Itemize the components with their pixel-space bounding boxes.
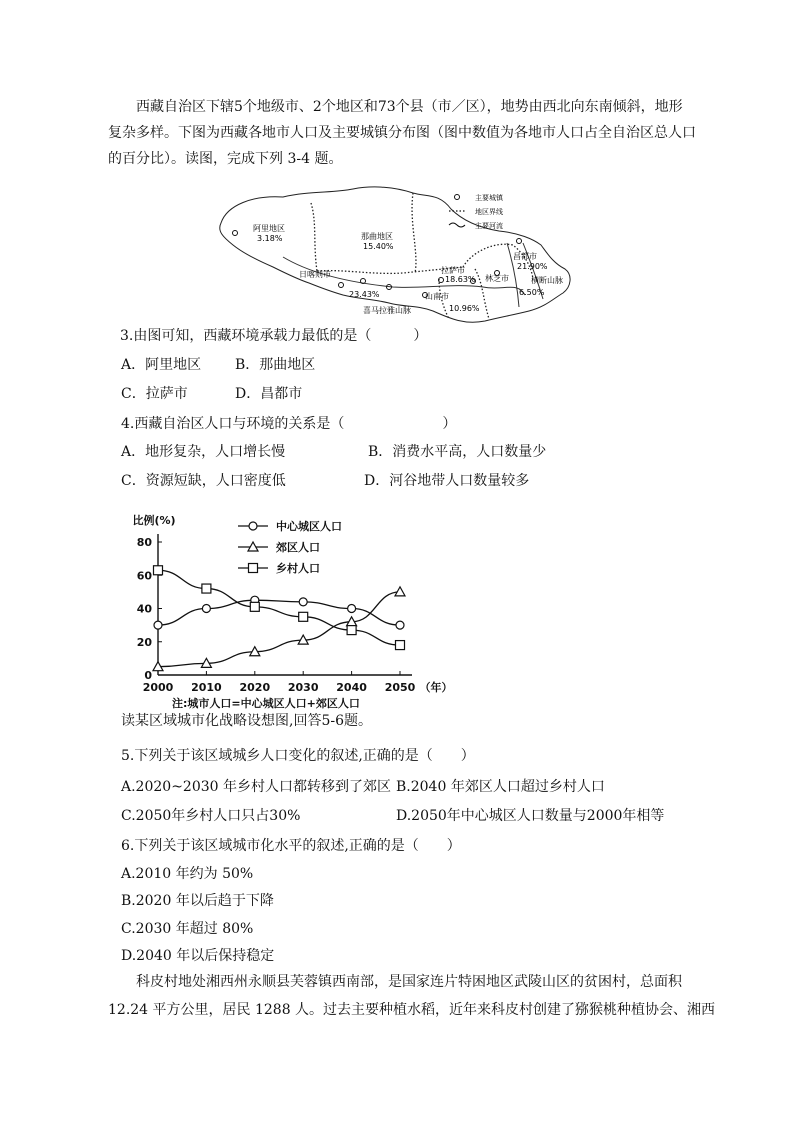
q6-option-a: A.2010 年约为 50% [121,866,254,882]
legend-label-0: 中心城区人口 [276,520,342,533]
region-lasa-name: 拉萨市 [441,266,465,275]
x-tick-label: 2050 [384,681,416,694]
y-tick-label: 0 [144,669,152,682]
region-shannan-pct: 10.96% [449,304,480,313]
final-para-line-1: 科皮村地处湘西州永顺县芙蓉镇西南部，是国家连片特困地区武陵山区的贫困村，总面积 [136,974,682,990]
y-tick-label: 80 [136,536,152,549]
q4-stem: 4.西藏自治区人口与环境的关系是（ ） [121,416,457,432]
legend-label-1: 郊区人口 [276,541,320,554]
q4-option-b: B．消费水平高，人口数量少 [368,444,547,460]
series-0-point-3 [299,598,307,606]
region-changdu-pct: 21.90% [517,262,548,271]
final-para-line-2: 12.24 平方公里，居民 1288 人。过去主要种植水稻，近年来科皮村创建了猕猴桃种植协会、湘西 [108,1002,716,1018]
q6-stem: 6.下列关于该区域城市化水平的叙述,正确的是（ ） [121,838,461,854]
region-naqu-name: 那曲地区 [361,232,393,241]
y-axis-label: 比例(%) [132,514,176,527]
x-tick-label: 2000 [142,681,174,694]
series-line-2 [158,570,400,645]
series-2-point-3 [299,612,308,621]
legend-border-label: 地区界线 [475,208,503,216]
region-lasa-pct: 18.63% [445,275,476,284]
q5-stem: 5.下列关于该区域城乡人口变化的叙述,正确的是（ ） [121,748,475,764]
series-0-point-0 [154,621,162,629]
x-tick-label: 2010 [191,681,222,694]
q4-option-c: C．资源短缺，人口密度低 [121,473,286,489]
q3-option-b: B．那曲地区 [235,357,316,373]
region-ali-name: 阿里地区 [253,224,285,233]
q6-option-b: B.2020 年以后趋于下降 [121,893,274,909]
q5-option-a: A.2020~2030 年乡村人口都转移到了郊区 [121,779,391,795]
series-2-point-2 [250,602,259,611]
y-tick-label: 20 [136,635,152,649]
intro-line-2: 复杂多样。下图为西藏各地市人口及主要城镇分布图（图中数值为各地市人口占全自治区总人口 [108,125,696,141]
x-tick-label: 2040 [336,681,367,694]
legend-town-label: 主要城镇 [475,194,503,202]
q6-option-c: C.2030 年超过 80% [121,921,254,937]
legend-river-label: 主要河流 [475,222,503,230]
series-line-0 [158,600,400,625]
q5-option-b: B.2040 年郊区人口超过乡村人口 [396,779,605,795]
region-rikaze-pct: 23.43% [349,290,380,299]
legend-marker-0 [249,522,257,530]
series-2-point-0 [154,566,163,575]
x-tick-label: 2030 [287,681,319,694]
tibet-population-map [213,183,593,333]
region-linzhi-pct: 6.50% [519,288,545,297]
y-tick-label: 40 [136,602,152,616]
x-unit-label: （年） [419,681,453,694]
q3-option-a: A．阿里地区 [121,357,202,373]
urbanization-chart [118,510,478,720]
q4-option-a: A．地形复杂，人口增长慢 [121,444,286,460]
series-0-point-5 [396,621,404,629]
region-rikaze-name: 日喀则市 [299,270,331,279]
q3-option-c: C．拉萨市 [121,386,188,402]
x-tick-label: 2020 [239,681,271,694]
series-2-point-4 [347,626,356,635]
series-0-point-4 [348,605,356,613]
chart-note: 注:城市人口=中心城区人口+郊区人口 [172,697,360,710]
mountain-hengduan-label: 横断山脉 [531,276,563,285]
intro-line-3: 的百分比）。读图，完成下列 3-4 题。 [108,151,343,167]
region-shannan-name: 山南市 [425,292,449,301]
series-2-point-5 [396,641,405,650]
q5-option-d: D.2050年中心城区人口数量与2000年相等 [396,808,665,824]
q4-option-d: D．河谷地带人口数量较多 [364,473,530,489]
legend-label-2: 乡村人口 [276,562,320,575]
q5-option-c: C.2050年乡村人口只占30% [121,808,301,824]
series-line-1 [158,592,400,667]
mountain-himalaya-label: 喜马拉雅山脉 [363,306,411,315]
q3-stem: 3.由图可知，西藏环境承载力最低的是（ ） [120,328,428,344]
series-1-point-5 [395,587,405,596]
chart-intro: 读某区域城市化战略设想图,回答5-6题。 [121,713,372,729]
legend-marker-2 [249,564,258,573]
y-tick-label: 60 [136,569,152,583]
region-ali-pct: 3.18% [257,234,283,243]
q3-option-d: D．昌都市 [235,386,303,402]
series-0-point-1 [202,605,210,613]
q6-option-d: D.2040 年以后保持稳定 [121,948,275,964]
region-linzhi-name: 林芝市 [485,274,509,283]
intro-line-1: 西藏自治区下辖5个地级市、2个地区和73个县（市／区），地势由西北向东南倾斜，地形 [136,99,683,115]
series-2-point-1 [202,584,211,593]
map-legend [449,193,504,230]
region-naqu-pct: 15.40% [363,242,394,251]
region-changdu-name: 昌都市 [513,252,537,261]
